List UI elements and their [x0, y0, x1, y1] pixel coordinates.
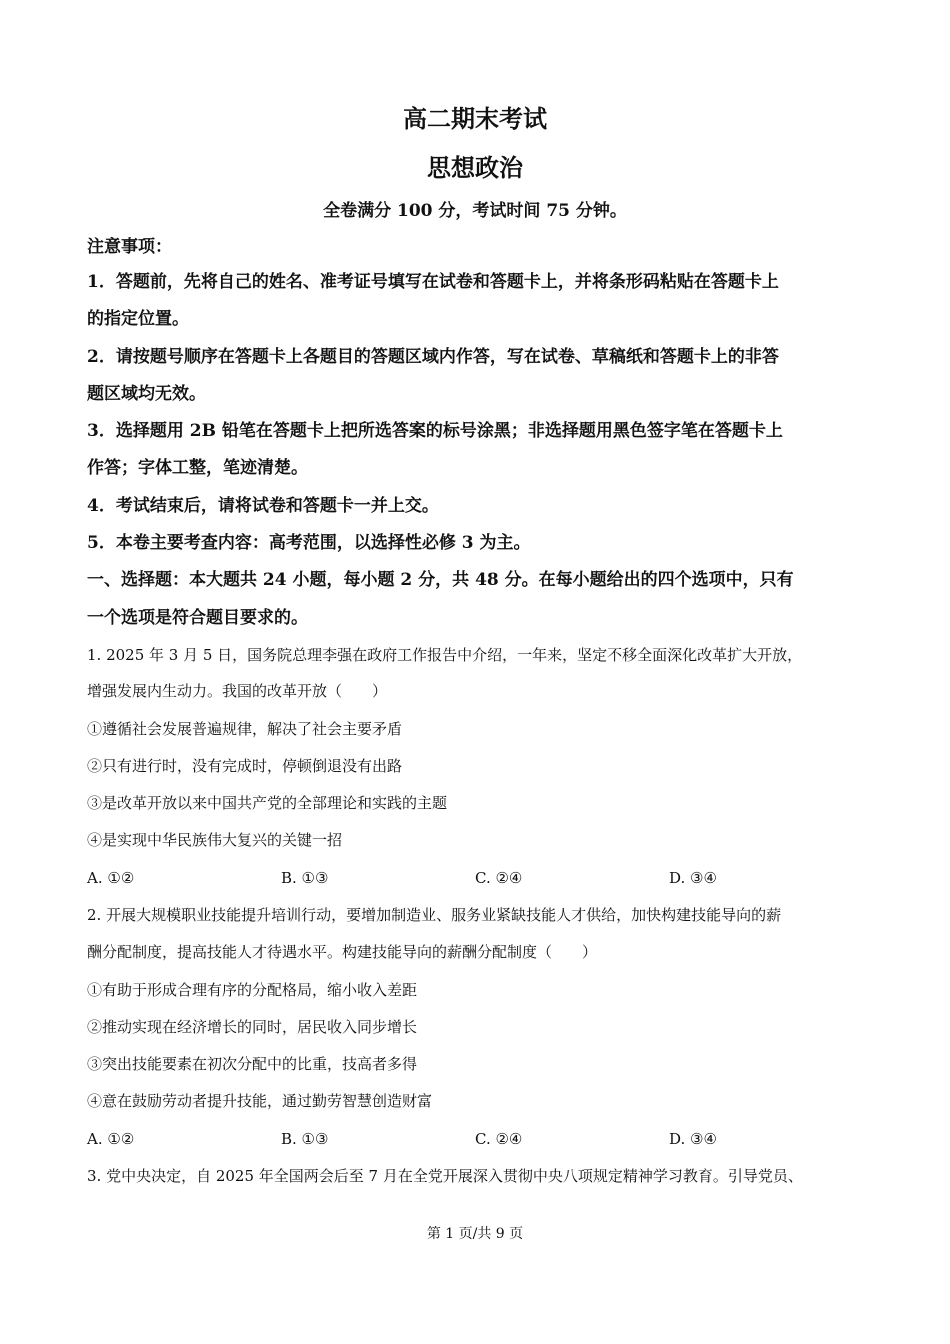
answer-option: D. ③④	[669, 1130, 717, 1148]
notes-line: 的指定位置。	[87, 309, 189, 329]
answer-option: C. ②④	[475, 869, 523, 887]
notes-line: 题区域均无效。	[87, 384, 206, 404]
question-stem: 增强发展内生动力。我国的改革开放（ ）	[87, 682, 388, 700]
page-number: 第 1 页/共 9 页	[426, 1226, 524, 1242]
question-stem: 酬分配制度，提高技能人才待遇水平。构建技能导向的薪酬分配制度（ ）	[87, 943, 598, 961]
answer-option: B. ①③	[281, 869, 329, 887]
question-item: ③突出技能要素在初次分配中的比重，技高者多得	[87, 1055, 418, 1073]
notes-line: 5．本卷主要考查内容：高考范围，以选择性必修 3 为主。	[87, 533, 531, 553]
answer-option: D. ③④	[669, 869, 717, 887]
answer-option: C. ②④	[475, 1130, 523, 1148]
question-stem: 2. 开展大规模职业技能提升培训行动，要增加制造业、服务业紧缺技能人才供给，加快构建技能导向的薪	[87, 906, 782, 924]
question-item: ①遵循社会发展普遍规律，解决了社会主要矛盾	[87, 720, 403, 738]
answer-option: A. ①②	[87, 1130, 135, 1148]
section-heading: 一个选项是符合题目要求的。	[87, 608, 308, 628]
exam-subtitle: 全卷满分 100 分，考试时间 75 分钟。	[323, 201, 627, 221]
answer-option: B. ①③	[281, 1130, 329, 1148]
question-stem: 1. 2025 年 3 月 5 日，国务院总理李强在政府工作报告中介绍，一年来，坚定不移全面深化改革扩大开放，	[87, 646, 803, 664]
notes-line: 2．请按题号顺序在答题卡上各题目的答题区域内作答，写在试卷、草稿纸和答题卡上的非答	[87, 347, 779, 367]
question-item: ④意在鼓励劳动者提升技能，通过勤劳智慧创造财富	[87, 1092, 433, 1110]
answer-option: A. ①②	[87, 869, 135, 887]
question-item: ④是实现中华民族伟大复兴的关键一招	[87, 831, 343, 849]
notes-heading: 注意事项：	[87, 237, 172, 257]
question-item: ①有助于形成合理有序的分配格局，缩小收入差距	[87, 981, 418, 999]
question-item: ②只有进行时，没有完成时，停顿倒退没有出路	[87, 757, 403, 775]
notes-line: 作答；字体工整，笔迹清楚。	[87, 458, 308, 478]
section-heading: 一、选择题：本大题共 24 小题，每小题 2 分，共 48 分。在每小题给出的四个选项中，只有	[87, 570, 794, 590]
question-stem: 3. 党中央决定，自 2025 年全国两会后至 7 月在全党开展深入贯彻中央八项规定精神学习教育。引导党员、	[87, 1167, 803, 1185]
notes-line: 1．答题前，先将自己的姓名、准考证号填写在试卷和答题卡上，并将条形码粘贴在答题卡上	[87, 272, 779, 292]
question-item: ②推动实现在经济增长的同时，居民收入同步增长	[87, 1018, 418, 1036]
notes-line: 3．选择题用 2B 铅笔在答题卡上把所选答案的标号涂黑；非选择题用黑色签字笔在答题卡上	[87, 421, 783, 441]
exam-title: 高二期末考试	[403, 104, 547, 133]
question-item: ③是改革开放以来中国共产党的全部理论和实践的主题	[87, 794, 448, 812]
subject-title: 思想政治	[427, 153, 523, 182]
notes-line: 4．考试结束后，请将试卷和答题卡一并上交。	[87, 496, 439, 516]
